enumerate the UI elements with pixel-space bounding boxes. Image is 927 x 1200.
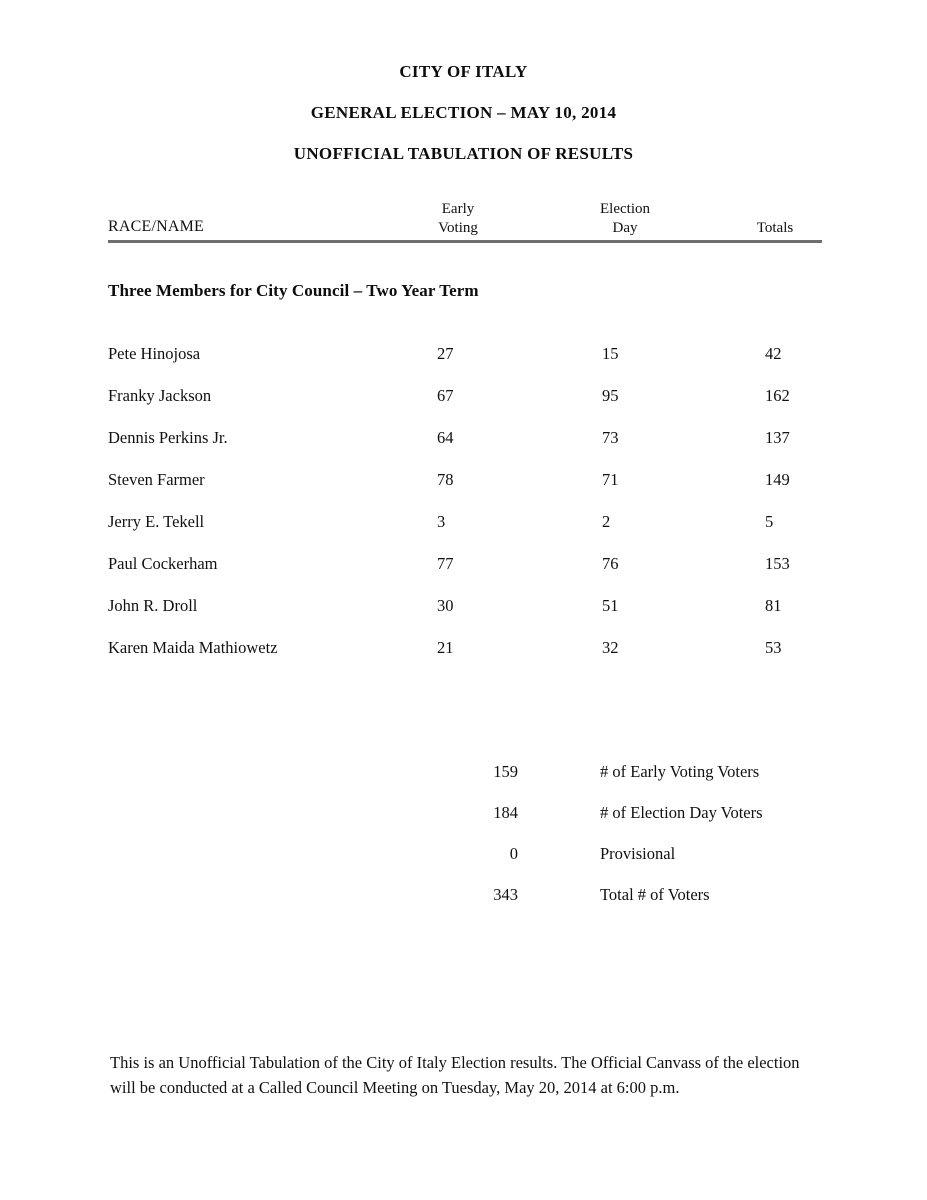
table-row — [108, 596, 822, 638]
candidate-total: 5 — [765, 512, 774, 531]
candidate-name: John R. Droll — [108, 596, 198, 615]
candidate-early-voting: 77 — [437, 554, 454, 573]
candidate-name: Paul Cockerham — [108, 554, 218, 573]
candidate-early-voting: 27 — [437, 344, 454, 363]
candidate-election-day: 32 — [602, 638, 619, 657]
candidate-election-day: 51 — [602, 596, 619, 615]
column-header-totals-label: Totals — [756, 220, 794, 236]
column-header-early-voting-line1: Early — [441, 201, 475, 217]
candidate-total: 42 — [765, 344, 782, 363]
column-header-early-voting-line2: Voting — [438, 220, 478, 236]
summary-row — [400, 885, 820, 926]
table-row — [108, 470, 822, 512]
table-header-rule — [108, 240, 822, 243]
column-header-early-voting — [408, 200, 508, 238]
table-row — [108, 638, 822, 680]
column-header-totals — [725, 219, 825, 238]
summary-label: Provisional — [600, 844, 676, 863]
heading-city: CITY OF ITALY — [399, 62, 528, 81]
summary-label: # of Early Voting Voters — [600, 762, 760, 781]
table-column-headers — [108, 200, 822, 240]
candidate-early-voting: 67 — [437, 386, 454, 405]
summary-value: 184 — [493, 803, 518, 822]
candidate-name: Franky Jackson — [108, 386, 212, 405]
candidate-early-voting: 3 — [437, 512, 446, 531]
candidate-total: 149 — [765, 470, 790, 489]
candidate-total: 53 — [765, 638, 782, 657]
candidate-election-day: 73 — [602, 428, 619, 447]
results-table-body — [108, 344, 822, 680]
candidate-total: 137 — [765, 428, 790, 447]
table-row — [108, 344, 822, 386]
summary-row — [400, 803, 820, 844]
candidate-name: Karen Maida Mathiowetz — [108, 638, 278, 657]
summary-label: # of Election Day Voters — [600, 803, 763, 822]
footer-disclaimer: This is an Unofficial Tabulation of the City of Italy Election results. The Official Canvass of the election will be conducted at a Called Council Meeting on Tuesday, May 20, 2014 at 6:00 p.m. — [110, 1053, 800, 1097]
heading-subtitle: UNOFFICIAL TABULATION OF RESULTS — [293, 144, 634, 163]
candidate-early-voting: 21 — [437, 638, 454, 657]
candidate-election-day: 95 — [602, 386, 619, 405]
table-row — [108, 428, 822, 470]
table-row — [108, 554, 822, 596]
candidate-election-day: 76 — [602, 554, 619, 573]
candidate-total: 81 — [765, 596, 782, 615]
document-heading-block — [0, 62, 927, 164]
candidate-early-voting: 64 — [437, 428, 454, 447]
candidate-name: Steven Farmer — [108, 470, 205, 489]
summary-value: 0 — [509, 844, 518, 863]
summary-row — [400, 844, 820, 885]
summary-label: Total # of Voters — [600, 885, 710, 904]
candidate-election-day: 71 — [602, 470, 619, 489]
summary-row — [400, 762, 820, 803]
candidate-total: 153 — [765, 554, 790, 573]
table-row — [108, 386, 822, 428]
candidate-name: Pete Hinojosa — [108, 344, 201, 363]
column-header-election-day — [575, 200, 675, 238]
table-row — [108, 512, 822, 554]
candidate-early-voting: 30 — [437, 596, 454, 615]
candidate-name: Jerry E. Tekell — [108, 512, 205, 531]
column-header-election-day-line1: Election — [600, 201, 650, 217]
heading-election: GENERAL ELECTION – MAY 10, 2014 — [310, 103, 617, 122]
race-title: Three Members for City Council – Two Year Term — [108, 281, 479, 300]
summary-value: 159 — [493, 762, 518, 781]
candidate-total: 162 — [765, 386, 790, 405]
candidate-early-voting: 78 — [437, 470, 454, 489]
candidate-election-day: 2 — [602, 512, 611, 531]
candidate-name: Dennis Perkins Jr. — [108, 428, 228, 447]
candidate-election-day: 15 — [602, 344, 619, 363]
column-header-race-name: RACE/NAME — [108, 218, 205, 235]
column-header-election-day-line2: Day — [612, 220, 638, 236]
summary-value: 343 — [493, 885, 518, 904]
voter-turnout-summary — [400, 762, 820, 926]
